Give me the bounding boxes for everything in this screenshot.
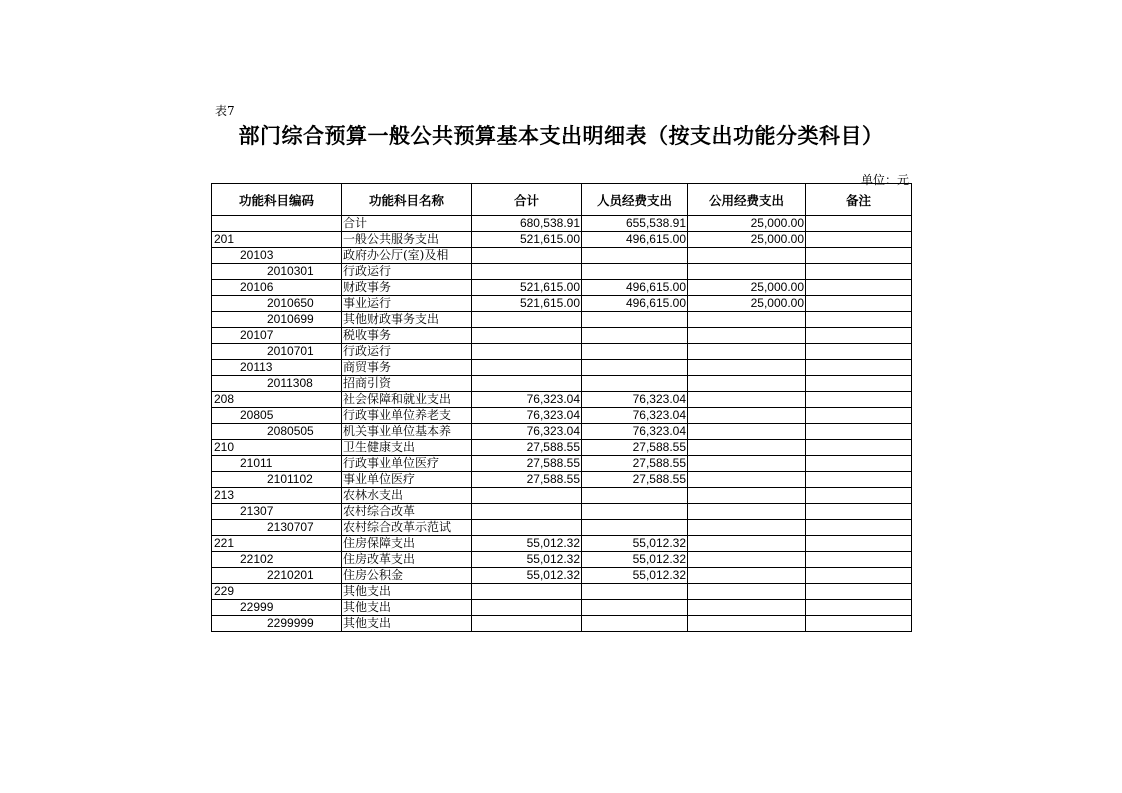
cell-personnel — [582, 520, 688, 536]
cell-public — [688, 616, 806, 632]
table-row — [212, 568, 912, 584]
cell-total: 27,588.55 — [472, 472, 582, 488]
cell-note — [806, 616, 912, 632]
cell-note — [806, 424, 912, 440]
cell-personnel — [582, 376, 688, 392]
cell-code: 2010701 — [212, 344, 342, 360]
cell-public — [688, 472, 806, 488]
cell-public — [688, 328, 806, 344]
table-row — [212, 328, 912, 344]
cell-name: 其他财政事务支出 — [342, 312, 472, 328]
cell-code: 2080505 — [212, 424, 342, 440]
cell-total: 27,588.55 — [472, 456, 582, 472]
table-row — [212, 472, 912, 488]
table-row — [212, 520, 912, 536]
cell-public — [688, 376, 806, 392]
cell-code: 2011308 — [212, 376, 342, 392]
cell-personnel: 55,012.32 — [582, 536, 688, 552]
table-number-label: 表7 — [215, 104, 235, 118]
table-row — [212, 424, 912, 440]
cell-personnel — [582, 328, 688, 344]
cell-code: 2010699 — [212, 312, 342, 328]
cell-public — [688, 312, 806, 328]
header-note: 备注 — [806, 184, 912, 216]
cell-total — [472, 584, 582, 600]
cell-code: 20805 — [212, 408, 342, 424]
cell-name: 住房公积金 — [342, 568, 472, 584]
cell-public: 25,000.00 — [688, 216, 806, 232]
cell-name: 行政运行 — [342, 344, 472, 360]
table-row — [212, 232, 912, 248]
unit-label: 单位：元 — [860, 173, 909, 187]
table-row — [212, 536, 912, 552]
table-row — [212, 264, 912, 280]
table-row — [212, 552, 912, 568]
cell-public: 25,000.00 — [688, 280, 806, 296]
cell-total — [472, 248, 582, 264]
cell-code: 213 — [212, 488, 342, 504]
cell-total — [472, 376, 582, 392]
table-row — [212, 616, 912, 632]
cell-public — [688, 600, 806, 616]
cell-name: 行政事业单位养老支 — [342, 408, 472, 424]
cell-total: 55,012.32 — [472, 552, 582, 568]
cell-name: 行政运行 — [342, 264, 472, 280]
cell-code: 20107 — [212, 328, 342, 344]
cell-total: 76,323.04 — [472, 408, 582, 424]
cell-code: 2210201 — [212, 568, 342, 584]
cell-total — [472, 312, 582, 328]
cell-code: 210 — [212, 440, 342, 456]
table-header-row — [212, 184, 912, 216]
table-row — [212, 408, 912, 424]
header-personnel: 人员经费支出 — [582, 184, 688, 216]
table-row — [212, 376, 912, 392]
cell-name: 事业运行 — [342, 296, 472, 312]
cell-personnel: 55,012.32 — [582, 552, 688, 568]
table-row — [212, 584, 912, 600]
cell-public — [688, 360, 806, 376]
cell-public — [688, 424, 806, 440]
cell-personnel: 27,588.55 — [582, 456, 688, 472]
cell-name: 住房保障支出 — [342, 536, 472, 552]
cell-name: 合计 — [342, 216, 472, 232]
cell-note — [806, 536, 912, 552]
cell-code: 20103 — [212, 248, 342, 264]
cell-name: 农林水支出 — [342, 488, 472, 504]
cell-name: 住房改革支出 — [342, 552, 472, 568]
cell-public — [688, 248, 806, 264]
cell-personnel: 76,323.04 — [582, 424, 688, 440]
cell-code: 21011 — [212, 456, 342, 472]
cell-name: 税收事务 — [342, 328, 472, 344]
cell-note — [806, 584, 912, 600]
cell-total — [472, 520, 582, 536]
cell-personnel: 496,615.00 — [582, 280, 688, 296]
cell-personnel: 76,323.04 — [582, 408, 688, 424]
cell-public — [688, 392, 806, 408]
cell-note — [806, 456, 912, 472]
cell-note — [806, 328, 912, 344]
cell-total: 521,615.00 — [472, 296, 582, 312]
cell-total: 521,615.00 — [472, 232, 582, 248]
cell-personnel — [582, 616, 688, 632]
cell-personnel — [582, 264, 688, 280]
cell-personnel — [582, 600, 688, 616]
cell-total — [472, 344, 582, 360]
cell-name: 其他支出 — [342, 616, 472, 632]
cell-total: 27,588.55 — [472, 440, 582, 456]
cell-total: 521,615.00 — [472, 280, 582, 296]
cell-code: 2010301 — [212, 264, 342, 280]
cell-public — [688, 568, 806, 584]
cell-code: 22102 — [212, 552, 342, 568]
cell-note — [806, 344, 912, 360]
table-row — [212, 392, 912, 408]
cell-note — [806, 488, 912, 504]
cell-note — [806, 392, 912, 408]
cell-name: 政府办公厅(室)及相 — [342, 248, 472, 264]
cell-total — [472, 328, 582, 344]
cell-code: 2130707 — [212, 520, 342, 536]
cell-public: 25,000.00 — [688, 232, 806, 248]
cell-note — [806, 280, 912, 296]
table-row — [212, 600, 912, 616]
cell-personnel — [582, 504, 688, 520]
cell-code: 229 — [212, 584, 342, 600]
cell-note — [806, 360, 912, 376]
cell-name: 社会保障和就业支出 — [342, 392, 472, 408]
cell-public — [688, 344, 806, 360]
cell-public: 25,000.00 — [688, 296, 806, 312]
cell-public — [688, 520, 806, 536]
cell-personnel: 27,588.55 — [582, 472, 688, 488]
cell-note — [806, 408, 912, 424]
cell-note — [806, 600, 912, 616]
cell-name: 事业单位医疗 — [342, 472, 472, 488]
cell-name: 招商引资 — [342, 376, 472, 392]
cell-personnel — [582, 488, 688, 504]
cell-name: 机关事业单位基本养 — [342, 424, 472, 440]
cell-total — [472, 600, 582, 616]
cell-code: 208 — [212, 392, 342, 408]
cell-public — [688, 504, 806, 520]
cell-note — [806, 216, 912, 232]
cell-public — [688, 584, 806, 600]
cell-note — [806, 552, 912, 568]
cell-total: 55,012.32 — [472, 536, 582, 552]
table-body — [212, 216, 912, 632]
cell-total — [472, 264, 582, 280]
table-row — [212, 488, 912, 504]
cell-total: 55,012.32 — [472, 568, 582, 584]
cell-personnel — [582, 312, 688, 328]
cell-total — [472, 616, 582, 632]
cell-personnel: 76,323.04 — [582, 392, 688, 408]
cell-note — [806, 248, 912, 264]
cell-personnel — [582, 248, 688, 264]
cell-code: 221 — [212, 536, 342, 552]
cell-total — [472, 488, 582, 504]
cell-personnel: 27,588.55 — [582, 440, 688, 456]
table-row — [212, 280, 912, 296]
header-public: 公用经费支出 — [688, 184, 806, 216]
cell-public — [688, 440, 806, 456]
cell-public — [688, 536, 806, 552]
cell-name: 农村综合改革示范试 — [342, 520, 472, 536]
cell-name: 一般公共服务支出 — [342, 232, 472, 248]
cell-code: 22999 — [212, 600, 342, 616]
cell-total: 76,323.04 — [472, 392, 582, 408]
cell-personnel: 496,615.00 — [582, 232, 688, 248]
cell-public — [688, 408, 806, 424]
cell-code: 2101102 — [212, 472, 342, 488]
cell-personnel — [582, 584, 688, 600]
cell-name: 其他支出 — [342, 600, 472, 616]
cell-note — [806, 376, 912, 392]
cell-personnel: 55,012.32 — [582, 568, 688, 584]
budget-table — [211, 183, 912, 632]
cell-personnel: 655,538.91 — [582, 216, 688, 232]
cell-name: 卫生健康支出 — [342, 440, 472, 456]
cell-name: 行政事业单位医疗 — [342, 456, 472, 472]
cell-code: 20113 — [212, 360, 342, 376]
cell-name: 财政事务 — [342, 280, 472, 296]
cell-note — [806, 312, 912, 328]
cell-name: 农村综合改革 — [342, 504, 472, 520]
cell-code: 21307 — [212, 504, 342, 520]
header-code: 功能科目编码 — [212, 184, 342, 216]
page-title: 部门综合预算一般公共预算基本支出明细表（按支出功能分类科目） — [238, 124, 884, 148]
table-row — [212, 296, 912, 312]
cell-code: 201 — [212, 232, 342, 248]
cell-note — [806, 504, 912, 520]
cell-total: 76,323.04 — [472, 424, 582, 440]
cell-code — [212, 216, 342, 232]
table-row — [212, 216, 912, 232]
table-row — [212, 504, 912, 520]
header-name: 功能科目名称 — [342, 184, 472, 216]
cell-note — [806, 472, 912, 488]
table-row — [212, 248, 912, 264]
cell-note — [806, 264, 912, 280]
table-row — [212, 344, 912, 360]
cell-code: 2299999 — [212, 616, 342, 632]
cell-name: 商贸事务 — [342, 360, 472, 376]
header-total: 合计 — [472, 184, 582, 216]
table-row — [212, 360, 912, 376]
cell-personnel — [582, 344, 688, 360]
cell-total — [472, 360, 582, 376]
table-row — [212, 312, 912, 328]
cell-code: 2010650 — [212, 296, 342, 312]
cell-public — [688, 456, 806, 472]
cell-public — [688, 552, 806, 568]
cell-note — [806, 296, 912, 312]
cell-note — [806, 520, 912, 536]
cell-note — [806, 232, 912, 248]
cell-personnel: 496,615.00 — [582, 296, 688, 312]
cell-code: 20106 — [212, 280, 342, 296]
cell-total: 680,538.91 — [472, 216, 582, 232]
cell-public — [688, 488, 806, 504]
cell-personnel — [582, 360, 688, 376]
table-row — [212, 456, 912, 472]
cell-total — [472, 504, 582, 520]
cell-name: 其他支出 — [342, 584, 472, 600]
cell-public — [688, 264, 806, 280]
table-row — [212, 440, 912, 456]
cell-note — [806, 440, 912, 456]
cell-note — [806, 568, 912, 584]
